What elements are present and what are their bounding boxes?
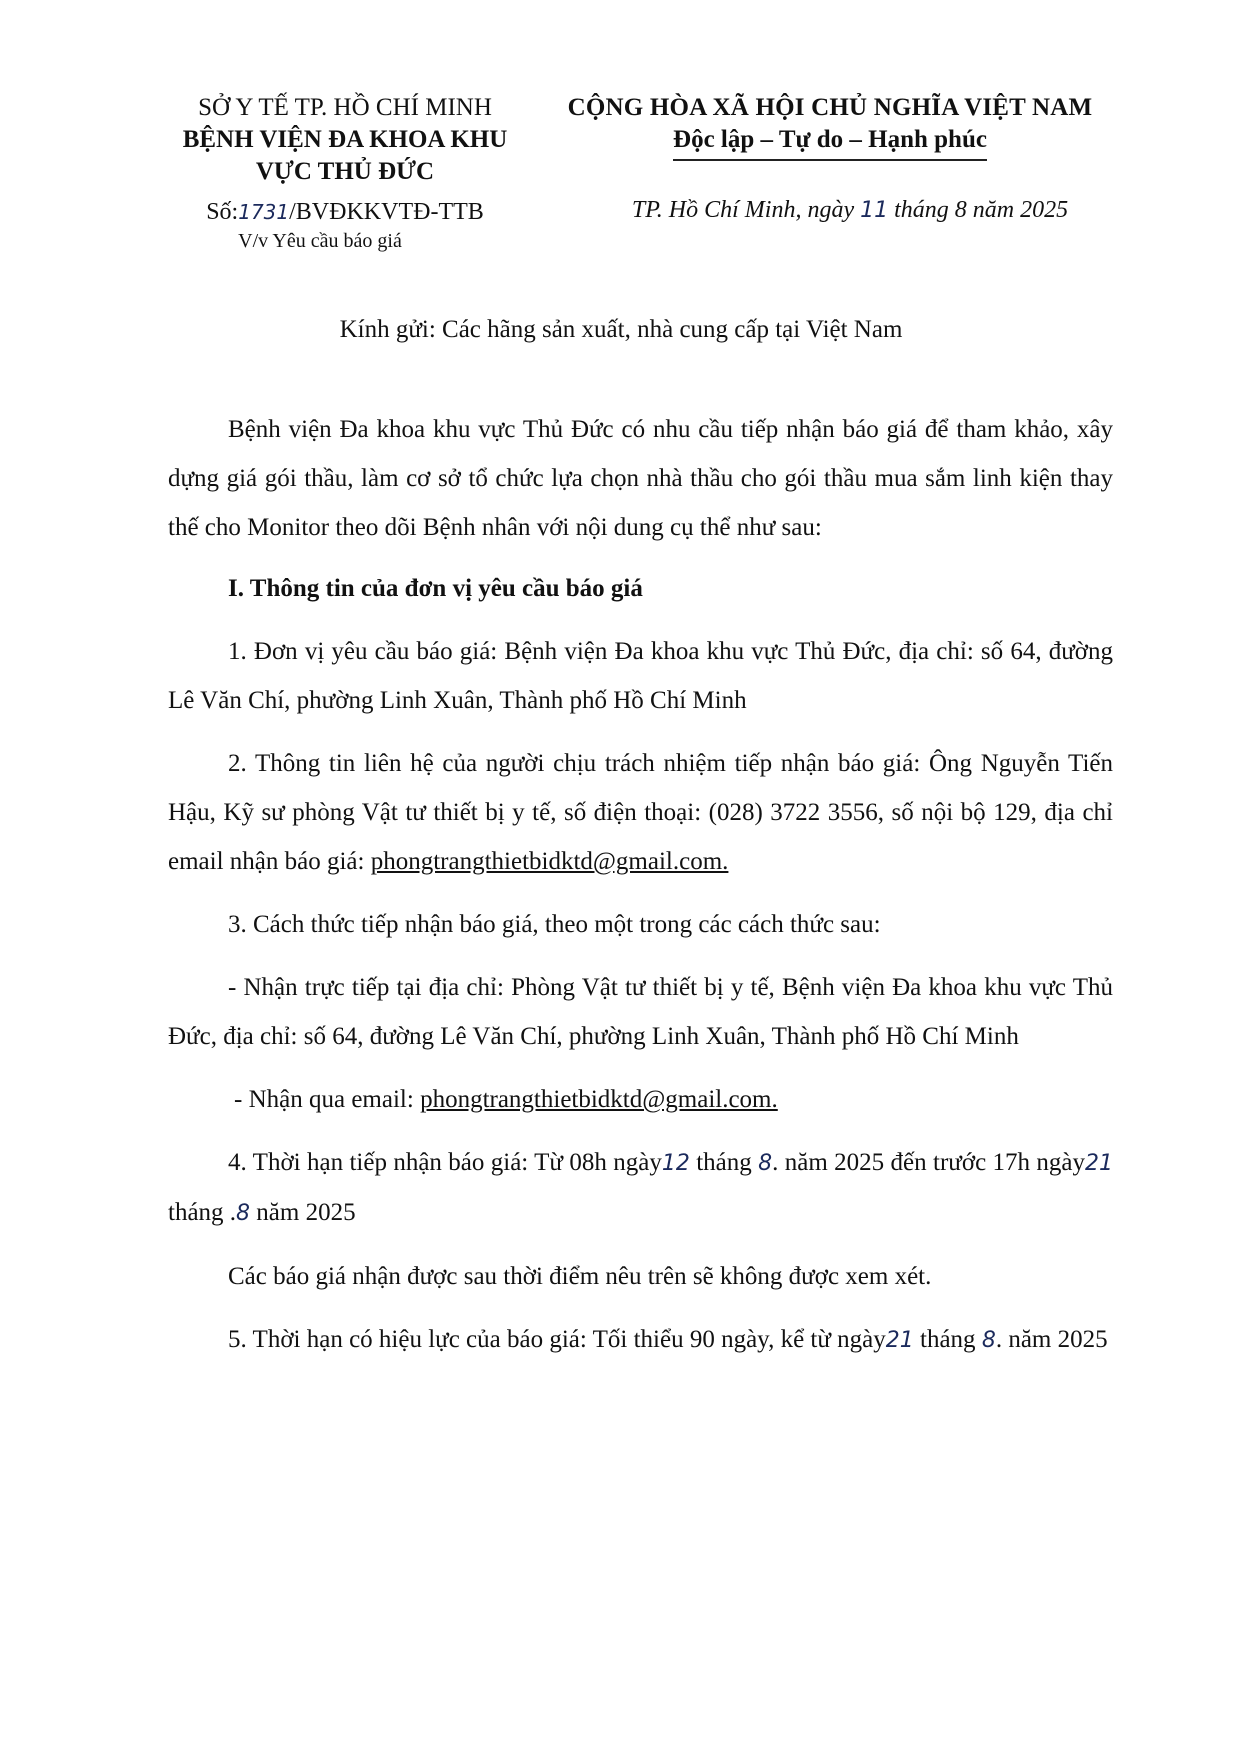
doc-no-handwritten: 1731 bbox=[238, 200, 290, 224]
item-5-month-handwritten: 8 bbox=[981, 1328, 996, 1353]
place-and-date bbox=[580, 195, 1120, 226]
quote-email-link[interactable]: phongtrangthietbidktd@gmail.com. bbox=[420, 1086, 778, 1113]
doc-no-prefix: Số: bbox=[206, 199, 239, 225]
national-title: CỘNG HÒA XÃ HỘI CHỦ NGHĨA VIỆT NAM bbox=[567, 94, 1093, 121]
doc-no-suffix: /BVĐKKVTĐ-TTB bbox=[289, 199, 484, 225]
item-2-text: 2. Thông tin liên hệ của người chịu trách nhiệm tiếp nhận báo giá: Ông Nguyễn Tiến Hậu, Kỹ sư phòng Vật tư thiết bị y tế, số điện thoại: (028) 3722 3556, số nội bộ 129, địa chỉ email nhận báo giá: bbox=[168, 750, 1113, 875]
item-4-day-2-handwritten: 21 bbox=[1085, 1151, 1114, 1176]
item-4-text-b: tháng bbox=[689, 1149, 759, 1176]
email-option-prefix: - Nhận qua email: bbox=[234, 1086, 421, 1113]
item-2-paragraph bbox=[168, 739, 1113, 886]
hospital-name-line-2: VỰC THỦ ĐỨC bbox=[255, 158, 435, 185]
item-5-text-a: 5. Thời hạn có hiệu lực của báo giá: Tối thiểu 90 ngày, kể từ ngày bbox=[228, 1326, 886, 1353]
item-4-day-1-handwritten: 12 bbox=[661, 1151, 690, 1176]
hospital-name-line-1: BỆNH VIỆN ĐA KHOA KHU bbox=[182, 126, 508, 153]
item-4-month-2-handwritten: 8 bbox=[236, 1201, 251, 1226]
date-day-handwritten: 11 bbox=[860, 198, 889, 223]
date-suffix: tháng 8 năm 2025 bbox=[888, 197, 1069, 223]
section-1-heading: I. Thông tin của đơn vị yêu cầu báo giá bbox=[228, 575, 643, 602]
late-quote-note: Các báo giá nhận được sau thời điểm nêu trên sẽ không được xem xét. bbox=[228, 1263, 932, 1290]
item-4-text-a: 4. Thời hạn tiếp nhận báo giá: Từ 08h ngày bbox=[228, 1149, 662, 1176]
item-5-paragraph bbox=[168, 1315, 1113, 1365]
recipient-line: Kính gửi: Các hãng sản xuất, nhà cung cấp tại Việt Nam bbox=[339, 316, 903, 343]
item-4-text-d: tháng . bbox=[168, 1199, 237, 1226]
item-4-paragraph bbox=[168, 1138, 1113, 1238]
document-subject: V/v Yêu cầu báo giá bbox=[238, 230, 402, 252]
item-3-option-direct: - Nhận trực tiếp tại địa chỉ: Phòng Vật tư thiết bị y tế, Bệnh viện Đa khoa khu vực Thủ Đức, địa chỉ: số 64, đường Lê Văn Chí, phường Linh Xuân, Thành phố Hồ Chí Minh bbox=[168, 974, 1113, 1050]
date-prefix: TP. Hồ Chí Minh, ngày bbox=[631, 197, 861, 223]
item-1-paragraph: 1. Đơn vị yêu cầu báo giá: Bệnh viện Đa khoa khu vực Thủ Đức, địa chỉ: số 64, đường Lê Văn Chí, phường Linh Xuân, Thành phố Hồ Chí Minh bbox=[168, 638, 1113, 714]
document-number bbox=[160, 196, 530, 228]
item-4-text-c: . năm 2025 đến trước 17h ngày bbox=[772, 1149, 1086, 1176]
item-3-paragraph: 3. Cách thức tiếp nhận báo giá, theo một trong các cách thức sau: bbox=[228, 911, 881, 938]
parent-agency: SỞ Y TẾ TP. HỒ CHÍ MINH bbox=[198, 94, 492, 121]
national-motto: Độc lập – Tự do – Hạnh phúc bbox=[673, 124, 987, 161]
item-5-text-b: tháng bbox=[913, 1326, 982, 1353]
item-4-month-1-handwritten: 8 bbox=[758, 1151, 773, 1176]
item-4-text-e: năm 2025 bbox=[250, 1199, 356, 1226]
intro-paragraph: Bệnh viện Đa khoa khu vực Thủ Đức có nhu cầu tiếp nhận báo giá để tham khảo, xây dựng giá gói thầu, làm cơ sở tổ chức lựa chọn nhà thầu cho gói thầu mua sắm linh kiện thay thế cho Monitor theo dõi Bệnh nhân với nội dung cụ thể như sau: bbox=[168, 416, 1113, 541]
item-3-option-email bbox=[168, 1075, 1113, 1124]
document-body bbox=[168, 405, 1113, 1365]
national-header bbox=[540, 92, 1120, 226]
item-5-text-c: . năm 2025 bbox=[995, 1326, 1108, 1353]
issuer-block bbox=[160, 92, 530, 254]
item-5-day-handwritten: 21 bbox=[885, 1328, 914, 1353]
contact-email-link[interactable]: phongtrangthietbidktd@gmail.com. bbox=[370, 848, 729, 875]
